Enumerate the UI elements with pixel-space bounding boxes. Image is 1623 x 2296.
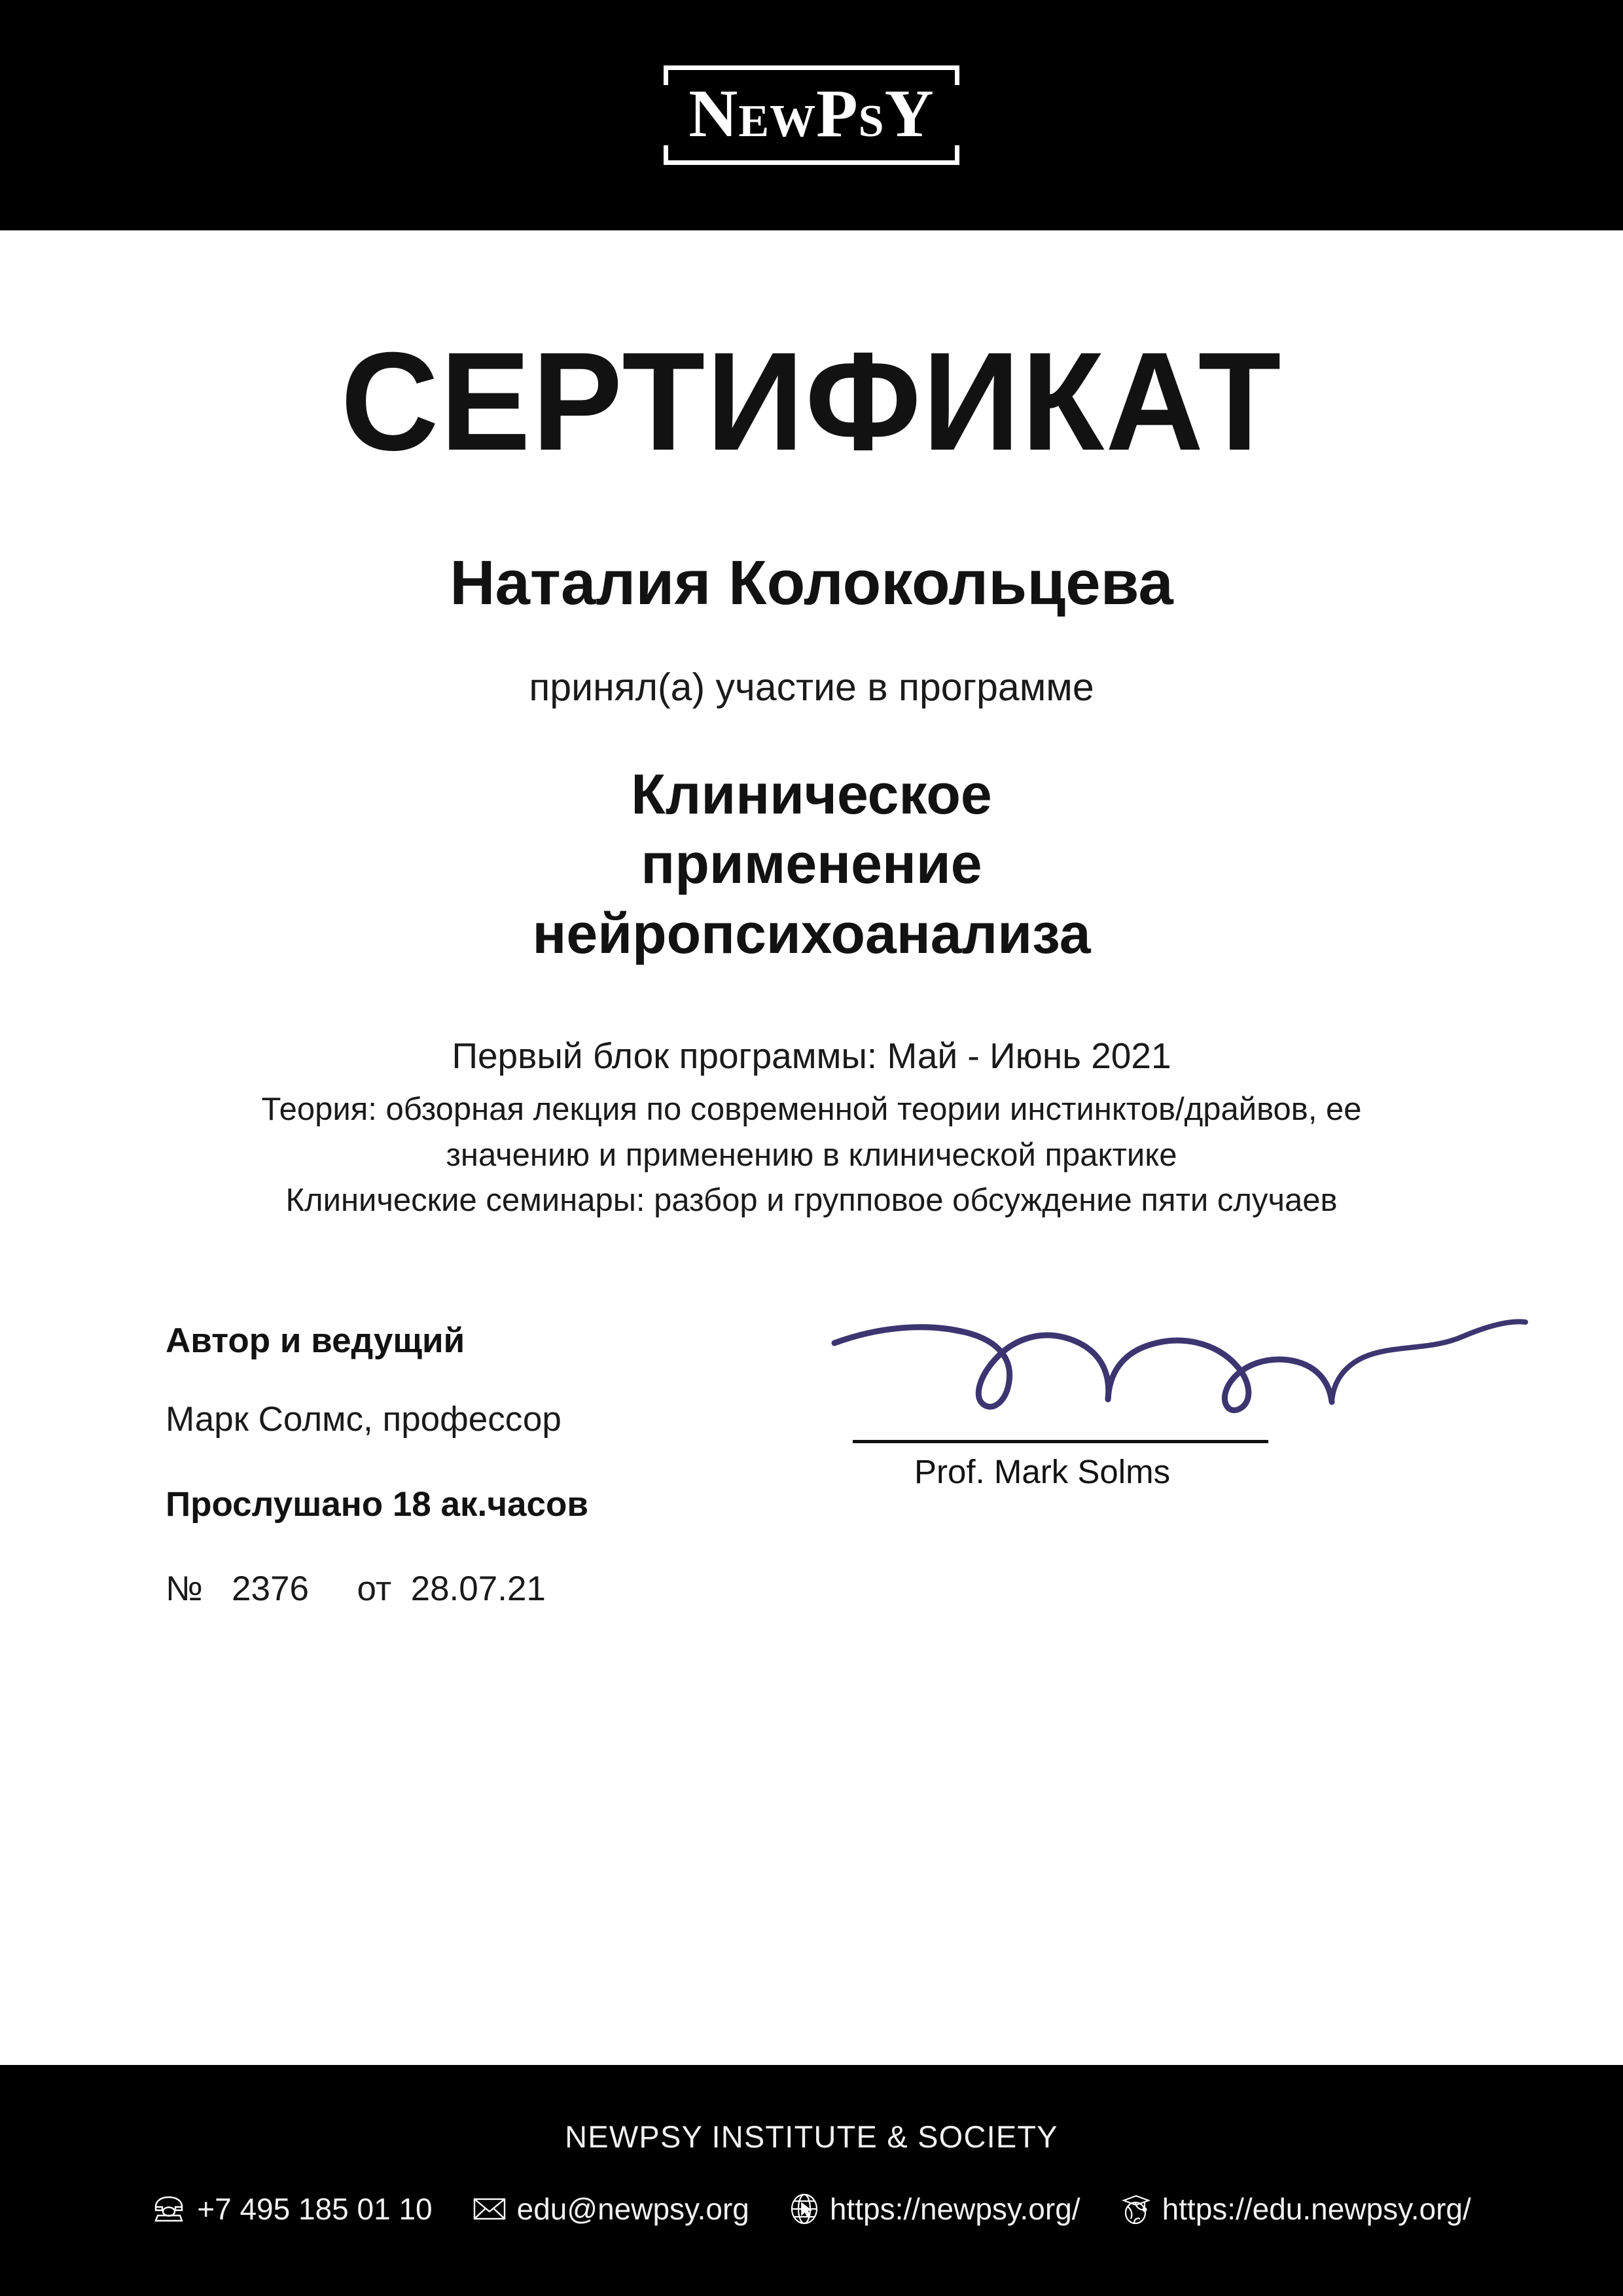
header-band <box>0 0 1623 230</box>
program-detail-line-1: Теория: обзорная лекция по современной теории инстинктов/драйвов, ее <box>261 1092 1362 1128</box>
program-title-line-3: нейропсихоанализа <box>532 902 1091 965</box>
logo-letter-ew: EW <box>738 96 817 147</box>
contact-phone-value: +7 495 185 01 10 <box>197 2192 433 2226</box>
footer-contacts <box>0 2193 1623 2225</box>
globe-cursor-icon <box>790 2193 819 2225</box>
recipient-name: Наталия Колокольцева <box>450 548 1173 618</box>
signature-caption: Prof. Mark Solms <box>914 1452 1171 1490</box>
logo-letter-y: Y <box>884 76 935 151</box>
newpsy-logo <box>664 65 959 165</box>
logo-wordmark <box>688 76 935 151</box>
author-name: Марк Солмс, профессор <box>166 1400 562 1439</box>
author-column <box>166 1322 820 1608</box>
contact-education-portal[interactable] <box>1121 2193 1471 2225</box>
envelope-icon <box>473 2197 506 2221</box>
logo-frame-corner-top-left <box>664 65 668 85</box>
program-period: Первый блок программы: Май - Июнь 2021 <box>452 1035 1171 1076</box>
participation-text: принял(а) участие в программе <box>529 665 1094 709</box>
hours-completed: Прослушано 18 ак.часов <box>166 1485 588 1524</box>
handwritten-signature-icon <box>815 1302 1535 1453</box>
signature-block <box>815 1302 1535 1512</box>
logo-letter-s: S <box>858 96 885 147</box>
contact-email-value: edu@newpsy.org <box>516 2192 749 2226</box>
contact-website-value: https://newpsy.org/ <box>829 2192 1080 2226</box>
footer-organization: NEWPSY INSTITUTE & SOCIETY <box>565 2119 1058 2154</box>
signature-rule <box>853 1440 1268 1443</box>
contact-website[interactable] <box>790 2193 1080 2225</box>
document-number: № 2376 от 28.07.21 <box>166 1569 546 1608</box>
logo-frame-corner-bottom-left <box>664 145 668 165</box>
program-details <box>0 1032 1623 1224</box>
contact-education-portal-value: https://edu.newpsy.org/ <box>1162 2192 1471 2226</box>
logo-frame-corner-bottom-right <box>955 145 959 165</box>
telephone-icon <box>152 2195 186 2223</box>
certificate-body <box>0 230 1623 2065</box>
program-detail-line-3: Клинические семинары: разбор и групповое обсуждение пяти случаев <box>285 1183 1338 1219</box>
certificate-title: СЕРТИФИКАТ <box>340 323 1283 480</box>
program-title-line-1: Клиническое <box>631 762 992 826</box>
graduation-globe-icon <box>1121 2193 1151 2225</box>
logo-letter-p: P <box>816 76 859 151</box>
contact-email[interactable] <box>473 2194 749 2224</box>
logo-letter-n: N <box>688 76 739 151</box>
program-title-line-2: применение <box>641 833 982 896</box>
program-detail-line-2: значению и применению в клинической практике <box>446 1137 1177 1173</box>
author-heading: Автор и ведущий <box>166 1321 465 1360</box>
program-title <box>0 760 1623 969</box>
credentials-section <box>0 1322 1623 1728</box>
contact-phone[interactable] <box>152 2194 432 2224</box>
logo-frame-corner-top-right <box>955 65 959 85</box>
footer-band <box>0 2065 1623 2296</box>
